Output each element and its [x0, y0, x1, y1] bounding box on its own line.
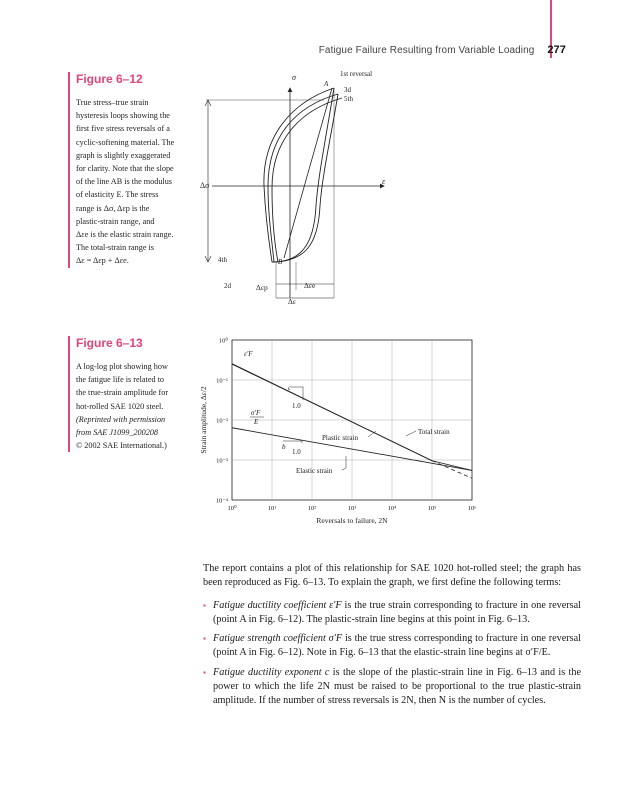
total-strain-label: Total strain: [418, 428, 450, 436]
caption-line: plastic-strain range, and: [76, 216, 155, 226]
term-definition: is the true stress corresponding to fracture in one reversal (point A in Fig. 6–12). Note in Fig. 6–13 that the elastic-strain line begins at σ′F/E.: [213, 633, 581, 659]
y-tick-label: 10⁰: [218, 337, 228, 345]
caption-line: hot-rolled SAE 1020 steel.: [76, 401, 164, 411]
caption-line: the fatigue life is related to: [76, 375, 164, 385]
x-tick-label: 10⁵: [427, 505, 437, 512]
delta-e-label: Δε: [288, 297, 296, 306]
y-tick-label: 10⁻³: [216, 457, 228, 465]
reversal-3-curve: [268, 94, 338, 262]
second-reversal-label: 2d: [224, 282, 231, 290]
caption-line: True stress–true strain: [76, 98, 149, 107]
delta-sigma-label: Δσ: [200, 181, 210, 190]
y-tick-label: 10⁻¹: [216, 377, 228, 385]
caption-line: Δεe is the elastic strain range.: [76, 230, 174, 240]
caption-line: © 2002 SAE International.): [76, 441, 167, 451]
point-a-label: A: [324, 80, 329, 88]
caption-line: The total-strain range is: [76, 243, 154, 253]
delta-ep-label: Δεp: [256, 283, 268, 292]
x-tick-label: 10²: [307, 505, 317, 512]
caption-line: range is Δσ, Δεp is the: [76, 203, 150, 213]
term-item: [203, 599, 581, 628]
page-number: 277: [547, 44, 566, 56]
elastic-leader: [342, 456, 346, 470]
caption-line: (Reprinted with permission: [76, 414, 166, 424]
term-list: [203, 599, 581, 709]
strain-life-chart: [192, 330, 492, 530]
term-definition: is the true strain corresponding to fracture in one reversal (point A in Fig. 6–12). The plastic-strain line begins at this point in Fig. 6–13.: [213, 599, 581, 625]
caption-line: first five stress reversals of a: [76, 124, 170, 134]
term-item: [203, 632, 581, 661]
running-title: Fatigue Failure Resulting from Variable Loading: [318, 45, 535, 56]
term-name: Fatigue ductility exponent c: [213, 666, 330, 678]
b-one-label: 1.0: [292, 448, 301, 456]
caption-line: A log-log plot showing how: [76, 362, 168, 371]
third-reversal-label: 3d: [344, 86, 351, 94]
sigma-label: σ: [292, 73, 296, 82]
plastic-strain-label: Plastic strain: [322, 434, 358, 442]
x-tick-label: 10⁶: [467, 505, 477, 512]
x-tick-label: 10⁴: [387, 505, 397, 512]
elastic-strain-label: Elastic strain: [296, 467, 333, 475]
y-axis-label: Strain amplitude, Δε/2: [199, 386, 208, 454]
c-label: c: [288, 384, 292, 392]
caption-line: of the line AB is the modulus: [76, 177, 172, 187]
caption-line: cyclic-softening material. The: [76, 137, 175, 147]
hysteresis-loop-diagram: [192, 66, 402, 306]
x-tick-label: 10³: [347, 505, 357, 512]
figure-6-13-caption-text: [76, 360, 188, 452]
figure-6-13-label: Figure 6–13: [76, 336, 143, 350]
term-item: [203, 666, 581, 709]
x-tick-label: 10¹: [267, 505, 277, 512]
caption-line: from SAE J1099_200208: [76, 428, 159, 438]
b-slope-triangle: [283, 441, 302, 443]
caption-line: Δε = Δεp + Δεe.: [76, 256, 129, 266]
delta-ee-label: Δεe: [304, 281, 316, 290]
caption-line: of elasticity E. The stress: [76, 190, 159, 200]
running-head: [319, 44, 566, 56]
total-leader: [406, 431, 416, 436]
caption-line: graph is slightly exaggerated: [76, 150, 171, 160]
caption-line: hysteresis loops showing the: [76, 111, 170, 121]
x-tick-label: 10⁰: [227, 505, 237, 512]
caption-line: the true-strain amplitude for: [76, 388, 169, 398]
figure-6-12-label: Figure 6–12: [76, 72, 143, 86]
c-one-label: 1.0: [292, 402, 301, 410]
caption-line: for clarity. Note that the slope: [76, 164, 174, 174]
term-name: Fatigue ductility coefficient ε′F: [213, 599, 342, 611]
term-definition: is the slope of the plastic-strain line in Fig. 6–13 and is the power to which the life 2N must be raised to be proportional to the true plastic-strain amplitude. If the number of stress reversals is 2N, then N is the number of cycles.: [213, 666, 581, 707]
figure-6-12-caption: [68, 72, 188, 268]
body-text: [203, 562, 581, 714]
epsilon-label: ε: [382, 177, 386, 186]
y-tick-label: 10⁻²: [216, 417, 228, 425]
figure-6-12-caption-text: [76, 96, 188, 268]
term-name: Fatigue strength coefficient σ′F: [213, 633, 343, 645]
fifth-reversal-label: 5th: [344, 95, 353, 103]
sfe-numerator: σ′F: [251, 409, 261, 417]
sfe-denominator: E: [254, 418, 259, 426]
b-label: b: [282, 443, 286, 451]
ef-label: ε′F: [244, 350, 253, 358]
first-reversal-label: 1st reversal: [340, 70, 373, 78]
x-axis-label: Reversals to failure, 2N: [316, 516, 388, 525]
y-tick-label: 10⁻⁴: [215, 497, 228, 505]
point-b-label: B: [278, 258, 283, 266]
reversal-5-curve: [272, 98, 342, 262]
fourth-reversal-label: 4th: [218, 256, 227, 264]
figure-6-13-caption: [68, 336, 188, 452]
intro-paragraph: The report contains a plot of this relationship for SAE 1020 hot-rolled steel; the graph has been reproduced as Fig. 6–13. To explain the graph, we first define the following terms:: [203, 563, 581, 589]
